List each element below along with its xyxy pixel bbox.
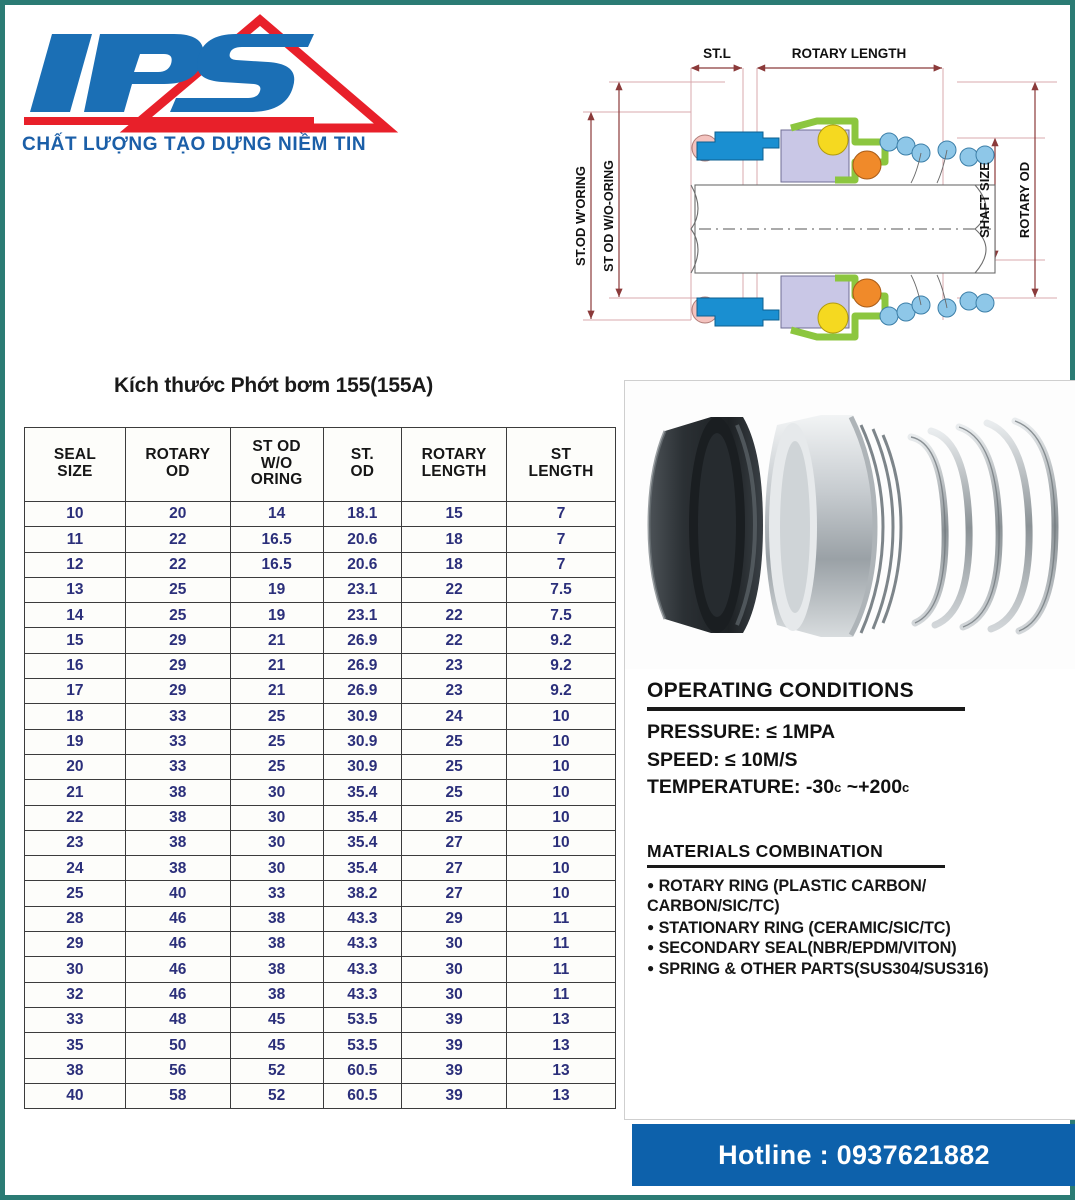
table-cell: 30.9	[323, 729, 402, 754]
table-cell: 45	[230, 1033, 323, 1058]
table-cell: 19	[230, 603, 323, 628]
table-cell: 23.1	[323, 603, 402, 628]
seal-cross-section-diagram	[565, 20, 1075, 360]
header-line: ST	[550, 446, 572, 464]
table-cell: 23.1	[323, 577, 402, 602]
table-cell: 25	[230, 704, 323, 729]
material-item-secondary-seal	[647, 938, 1073, 958]
table-cell: 25	[402, 805, 507, 830]
table-cell: 13	[507, 1083, 616, 1108]
table-row	[25, 805, 616, 830]
header-line: ROTARY	[421, 446, 487, 464]
table-row	[25, 653, 616, 678]
table-cell: 38	[125, 830, 230, 855]
table-cell: 22	[125, 527, 230, 552]
table-cell: 33	[230, 881, 323, 906]
table-row	[25, 957, 616, 982]
column-header-st-od	[323, 428, 402, 502]
table-row	[25, 1058, 616, 1083]
technical-drawing	[565, 20, 1075, 360]
temperature-low: TEMPERATURE: -30	[647, 776, 835, 799]
label-shaft-size: SHAFT SIZE	[977, 162, 992, 238]
table-cell: 7.5	[507, 577, 616, 602]
table-cell: 20.6	[323, 527, 402, 552]
temperature-high: ~+200	[841, 776, 903, 799]
header-line: W/O	[260, 454, 293, 472]
table-cell: 21	[25, 780, 126, 805]
table-cell: 60.5	[323, 1058, 402, 1083]
table-cell: 38	[25, 1058, 126, 1083]
table-cell: 10	[507, 830, 616, 855]
table-cell: 11	[507, 906, 616, 931]
table-cell: 12	[25, 552, 126, 577]
table-cell: 25	[25, 881, 126, 906]
ips-logo-icon	[14, 12, 454, 137]
table-cell: 9.2	[507, 653, 616, 678]
table-cell: 25	[402, 754, 507, 779]
table-cell: 43.3	[323, 906, 402, 931]
table-cell: 46	[125, 932, 230, 957]
table-cell: 58	[125, 1083, 230, 1108]
table-cell: 27	[402, 856, 507, 881]
table-row	[25, 1007, 616, 1032]
table-cell: 52	[230, 1083, 323, 1108]
table-cell: 9.2	[507, 679, 616, 704]
operating-conditions-section	[647, 679, 1067, 802]
table-cell: 46	[125, 906, 230, 931]
table-cell: 38	[230, 932, 323, 957]
table-cell: 15	[25, 628, 126, 653]
table-cell: 22	[402, 603, 507, 628]
table-cell: 20	[25, 754, 126, 779]
table-cell: 9.2	[507, 628, 616, 653]
table-cell: 39	[402, 1033, 507, 1058]
table-cell: 32	[25, 982, 126, 1007]
table-cell: 29	[125, 653, 230, 678]
table-row	[25, 830, 616, 855]
table-cell: 60.5	[323, 1083, 402, 1108]
table-cell: 53.5	[323, 1007, 402, 1032]
table-cell: 39	[402, 1007, 507, 1032]
table-cell: 26.9	[323, 628, 402, 653]
header-line: ORING	[250, 471, 303, 489]
table-row	[25, 552, 616, 577]
table-cell: 23	[402, 679, 507, 704]
table-cell: 11	[25, 527, 126, 552]
table-cell: 46	[125, 982, 230, 1007]
table-cell: 26.9	[323, 653, 402, 678]
table-row	[25, 729, 616, 754]
table-cell: 21	[230, 653, 323, 678]
table-cell: 22	[125, 552, 230, 577]
table-cell: 14	[230, 502, 323, 527]
table-cell: 50	[125, 1033, 230, 1058]
table-row	[25, 754, 616, 779]
table-cell: 23	[25, 830, 126, 855]
table-cell: 10	[507, 881, 616, 906]
material-text: SECONDARY SEAL(NBR/EPDM/VITON)	[658, 939, 957, 958]
table-row	[25, 679, 616, 704]
table-cell: 46	[125, 957, 230, 982]
table-row	[25, 527, 616, 552]
table-cell: 27	[402, 881, 507, 906]
table-cell: 30	[230, 780, 323, 805]
table-cell: 7	[507, 552, 616, 577]
table-cell: 26.9	[323, 679, 402, 704]
table-cell: 35	[25, 1033, 126, 1058]
table-cell: 30	[402, 957, 507, 982]
table-cell: 56	[125, 1058, 230, 1083]
table-cell: 33	[125, 729, 230, 754]
column-header-rotary-length	[402, 428, 507, 502]
company-logo	[14, 12, 454, 164]
table-row	[25, 780, 616, 805]
table-cell: 27	[402, 830, 507, 855]
table-cell: 30	[402, 932, 507, 957]
table-cell: 13	[507, 1007, 616, 1032]
column-header-rotary-od	[125, 428, 230, 502]
material-text: ROTARY RING (PLASTIC CARBON/	[658, 877, 927, 895]
table-cell: 25	[402, 729, 507, 754]
table-cell: 23	[402, 653, 507, 678]
label-st-od-woring: ST.OD W'ORING	[573, 166, 588, 266]
table-cell: 25	[230, 754, 323, 779]
table-cell: 25	[125, 577, 230, 602]
label-rotary-length: ROTARY LENGTH	[791, 46, 907, 61]
table-row	[25, 856, 616, 881]
table-cell: 30.9	[323, 754, 402, 779]
product-info-panel	[624, 380, 1075, 1120]
table-cell: 13	[507, 1058, 616, 1083]
bullet-icon: ●	[647, 919, 655, 934]
header-line: LENGTH	[528, 463, 594, 480]
table-cell: 40	[125, 881, 230, 906]
table-cell: 11	[507, 982, 616, 1007]
table-cell: 28	[25, 906, 126, 931]
table-cell: 48	[125, 1007, 230, 1032]
table-cell: 53.5	[323, 1033, 402, 1058]
table-cell: 10	[507, 729, 616, 754]
page-content	[10, 10, 1065, 1190]
table-cell: 24	[25, 856, 126, 881]
hotline-text: Hotline : 0937621882	[718, 1139, 990, 1170]
header-line: OD	[165, 463, 190, 480]
table-cell: 18	[402, 552, 507, 577]
table-cell: 35.4	[323, 856, 402, 881]
table-cell: 43.3	[323, 957, 402, 982]
page-title: Kích thước Phớt bơm 155(155A)	[114, 374, 434, 397]
materials-heading: MATERIALS COMBINATION	[647, 841, 884, 861]
condition-speed: SPEED: ≤ 10M/S	[647, 748, 798, 771]
spec-table-container	[24, 427, 616, 1109]
header-line: ROTARY	[145, 446, 211, 464]
table-cell: 22	[402, 577, 507, 602]
table-cell: 7	[507, 527, 616, 552]
table-cell: 30	[402, 982, 507, 1007]
table-cell: 43.3	[323, 932, 402, 957]
table-cell: 16.5	[230, 527, 323, 552]
table-cell: 22	[25, 805, 126, 830]
table-header-row	[25, 428, 616, 502]
table-cell: 11	[507, 932, 616, 957]
table-cell: 21	[230, 679, 323, 704]
header-line: ST OD	[252, 437, 301, 455]
bullet-icon: ●	[647, 878, 655, 892]
table-cell: 38	[125, 780, 230, 805]
table-cell: 40	[25, 1083, 126, 1108]
material-text: SPRING & OTHER PARTS(SUS304/SUS316)	[658, 959, 989, 978]
table-row	[25, 1083, 616, 1108]
table-cell: 39	[402, 1058, 507, 1083]
table-cell: 39	[402, 1083, 507, 1108]
table-cell: 22	[402, 628, 507, 653]
hotline-banner[interactable]	[632, 1124, 1075, 1186]
material-item-spring	[647, 959, 1073, 979]
table-row	[25, 906, 616, 931]
table-body	[25, 502, 616, 1109]
table-cell: 14	[25, 603, 126, 628]
label-st-l: ST.L	[703, 46, 731, 61]
table-cell: 35.4	[323, 780, 402, 805]
table-cell: 25	[230, 729, 323, 754]
table-cell: 35.4	[323, 830, 402, 855]
material-item-rotary-ring-cont: CARBON/SIC/TC)	[647, 897, 780, 916]
material-item-stationary-ring	[647, 918, 1073, 938]
table-cell: 20.6	[323, 552, 402, 577]
column-header-seal-size	[25, 428, 126, 502]
table-cell: 30.9	[323, 704, 402, 729]
table-row	[25, 1033, 616, 1058]
bullet-icon: ●	[647, 960, 655, 975]
table-cell: 10	[507, 754, 616, 779]
materials-combination-section	[647, 841, 1073, 979]
table-cell: 38	[230, 982, 323, 1007]
table-row	[25, 502, 616, 527]
table-cell: 30	[230, 830, 323, 855]
header-line: LENGTH	[421, 463, 487, 480]
material-text: STATIONARY RING (CERAMIC/SIC/TC)	[658, 918, 951, 937]
table-cell: 10	[507, 704, 616, 729]
header-line: ST.	[350, 446, 374, 464]
table-cell: 45	[230, 1007, 323, 1032]
table-cell: 25	[125, 603, 230, 628]
table-cell: 30	[230, 805, 323, 830]
table-cell: 20	[125, 502, 230, 527]
table-row	[25, 577, 616, 602]
table-cell: 15	[402, 502, 507, 527]
table-cell: 43.3	[323, 982, 402, 1007]
header-line: SIZE	[57, 463, 93, 480]
condition-pressure: PRESSURE: ≤ 1MPA	[647, 721, 836, 743]
table-cell: 7.5	[507, 603, 616, 628]
heading-divider	[647, 707, 965, 711]
table-cell: 33	[125, 704, 230, 729]
operating-conditions-heading: OPERATING CONDITIONS	[647, 679, 914, 702]
table-cell: 30	[230, 856, 323, 881]
table-cell: 33	[125, 754, 230, 779]
table-cell: 38	[125, 805, 230, 830]
seal-dimensions-table	[24, 427, 616, 1109]
table-cell: 38	[230, 906, 323, 931]
table-cell: 29	[402, 906, 507, 931]
table-cell: 33	[25, 1007, 126, 1032]
logo-tagline: CHẤT LƯỢNG TẠO DỰNG NIỀM TIN	[22, 134, 367, 155]
table-row	[25, 603, 616, 628]
bullet-icon: ●	[647, 940, 655, 955]
table-cell: 13	[507, 1033, 616, 1058]
table-cell: 18.1	[323, 502, 402, 527]
table-cell: 16	[25, 653, 126, 678]
table-cell: 24	[402, 704, 507, 729]
table-cell: 29	[125, 628, 230, 653]
header-line: OD	[350, 463, 375, 480]
label-rotary-od: ROTARY OD	[1017, 161, 1032, 239]
table-cell: 13	[25, 577, 126, 602]
materials-divider	[647, 865, 945, 868]
label-st-od-wo-oring: ST OD W/O-ORING	[602, 160, 616, 272]
table-row	[25, 628, 616, 653]
table-cell: 10	[25, 502, 126, 527]
table-cell: 21	[230, 628, 323, 653]
table-cell: 38	[230, 957, 323, 982]
table-cell: 29	[25, 932, 126, 957]
table-cell: 18	[402, 527, 507, 552]
table-cell: 29	[125, 679, 230, 704]
table-cell: 35.4	[323, 805, 402, 830]
table-row	[25, 982, 616, 1007]
table-cell: 52	[230, 1058, 323, 1083]
table-cell: 25	[402, 780, 507, 805]
material-item-rotary-ring	[647, 876, 1073, 896]
table-row	[25, 932, 616, 957]
table-cell: 19	[230, 577, 323, 602]
column-header-st-od-wo-oring	[230, 428, 323, 502]
table-cell: 10	[507, 805, 616, 830]
table-row	[25, 704, 616, 729]
table-cell: 19	[25, 729, 126, 754]
product-photo	[625, 381, 1075, 669]
condition-temperature	[647, 774, 1067, 802]
table-cell: 38.2	[323, 881, 402, 906]
table-cell: 11	[507, 957, 616, 982]
table-cell: 17	[25, 679, 126, 704]
degree-unit-low: c	[834, 780, 842, 796]
mechanical-seal-photo-illustration	[625, 381, 1075, 669]
column-header-st-length	[507, 428, 616, 502]
table-cell: 16.5	[230, 552, 323, 577]
table-cell: 18	[25, 704, 126, 729]
table-cell: 30	[25, 957, 126, 982]
table-row	[25, 881, 616, 906]
degree-unit-high: c	[902, 780, 910, 796]
table-cell: 10	[507, 780, 616, 805]
table-cell: 7	[507, 502, 616, 527]
table-cell: 10	[507, 856, 616, 881]
table-cell: 38	[125, 856, 230, 881]
header-line: SEAL	[53, 446, 96, 464]
